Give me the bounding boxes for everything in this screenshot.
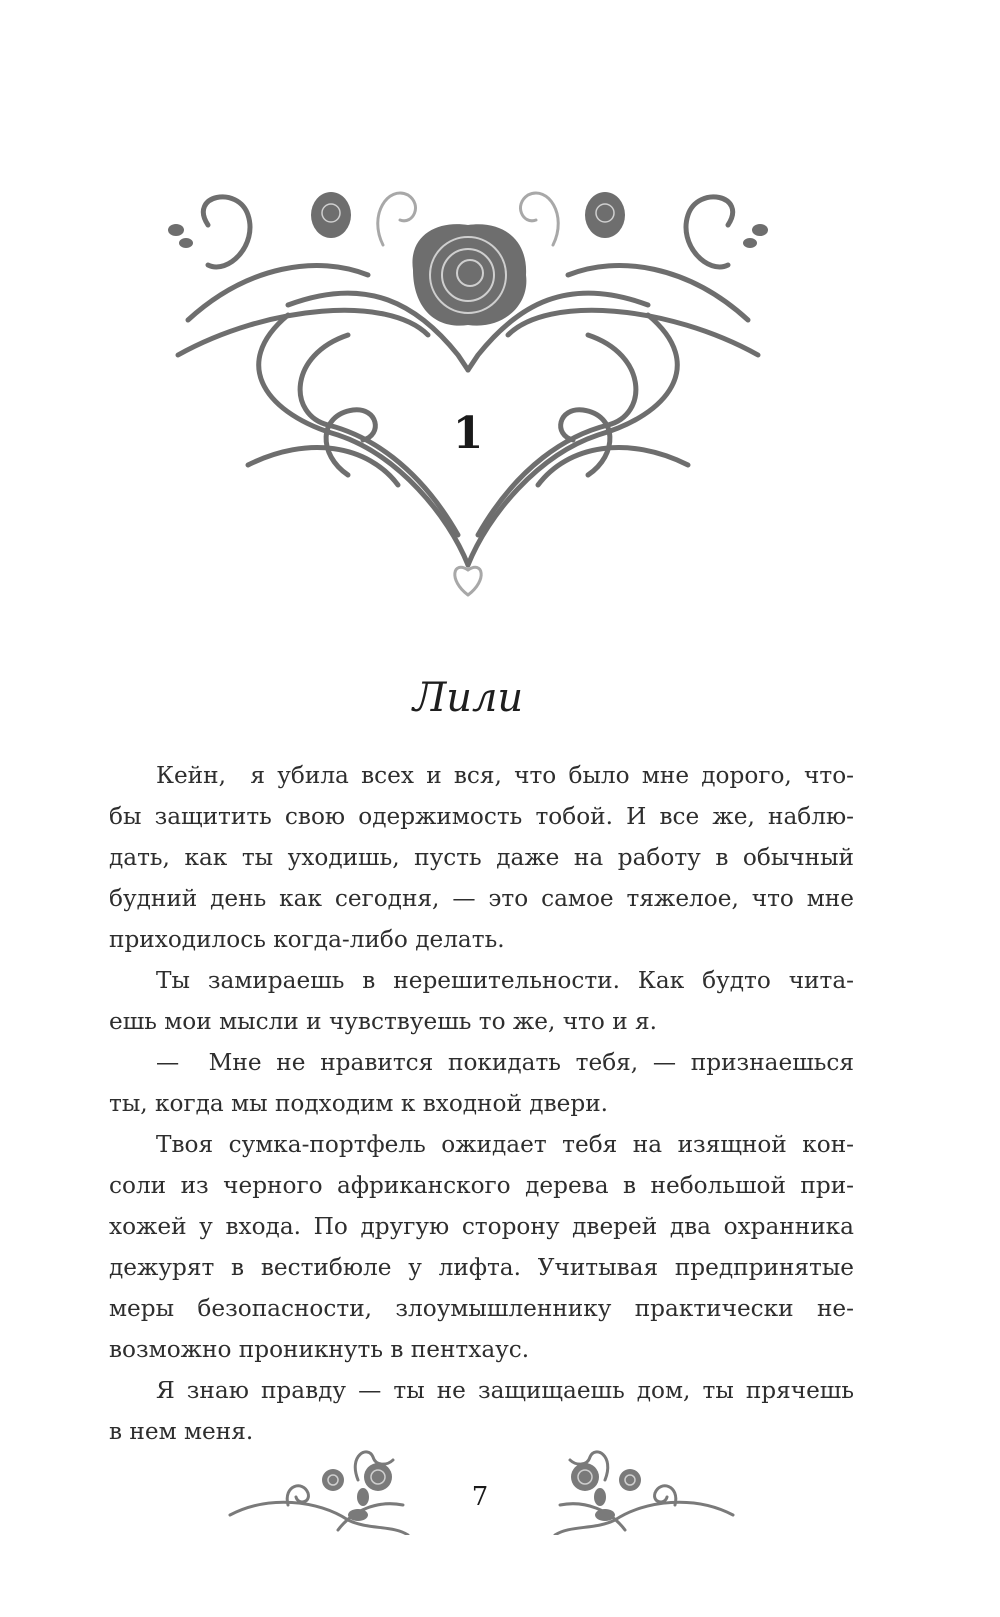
rose-heart-ornament-icon (168, 185, 768, 605)
text-line: ешь мои мысли и чувствуешь то же, что и я. (109, 1008, 658, 1035)
text-line: ты, когда мы подходим к входной двери. (109, 1090, 609, 1117)
chapter-title: Лили (412, 675, 524, 721)
text-line: Я знаю правду — ты не защищаешь дом, ты прячешь (156, 1377, 854, 1404)
text-line: приходилось когда-либо делать. (109, 926, 505, 953)
text-line: будний день как сегодня, — это самое тяжелое, что мне (109, 885, 854, 912)
text-line: Твоя сумка-портфель ожидает тебя на изящной кон- (156, 1131, 854, 1158)
chapter-body-text (109, 755, 854, 1452)
text-line: хожей у входа. По другую сторону дверей два охранника (109, 1213, 854, 1240)
text-line: Кейн, я убила всех и вся, что было мне дорого, что- (156, 762, 854, 789)
text-line: Ты замираешь в нерешительности. Как будто чита- (156, 967, 854, 994)
text-line: бы защитить свою одержимость тобой. И все же, наблю- (109, 803, 854, 830)
page-number: 7 (471, 1482, 489, 1512)
text-line: в нем меня. (109, 1418, 254, 1445)
chapter-number: 1 (452, 408, 484, 459)
text-line: возможно проникнуть в пентхаус. (109, 1336, 530, 1363)
text-line: дежурят в вестибюле у лифта. Учитывая предпринятые (109, 1254, 854, 1281)
text-line: соли из черного африканского дерева в небольшой при- (109, 1172, 854, 1199)
text-line: дать, как ты уходишь, пусть даже на работу в обычный (109, 844, 854, 871)
text-line: меры безопасности, злоумышленнику практически не- (109, 1295, 854, 1322)
text-line: — Мне не нравится покидать тебя, — признаешься (156, 1049, 854, 1076)
